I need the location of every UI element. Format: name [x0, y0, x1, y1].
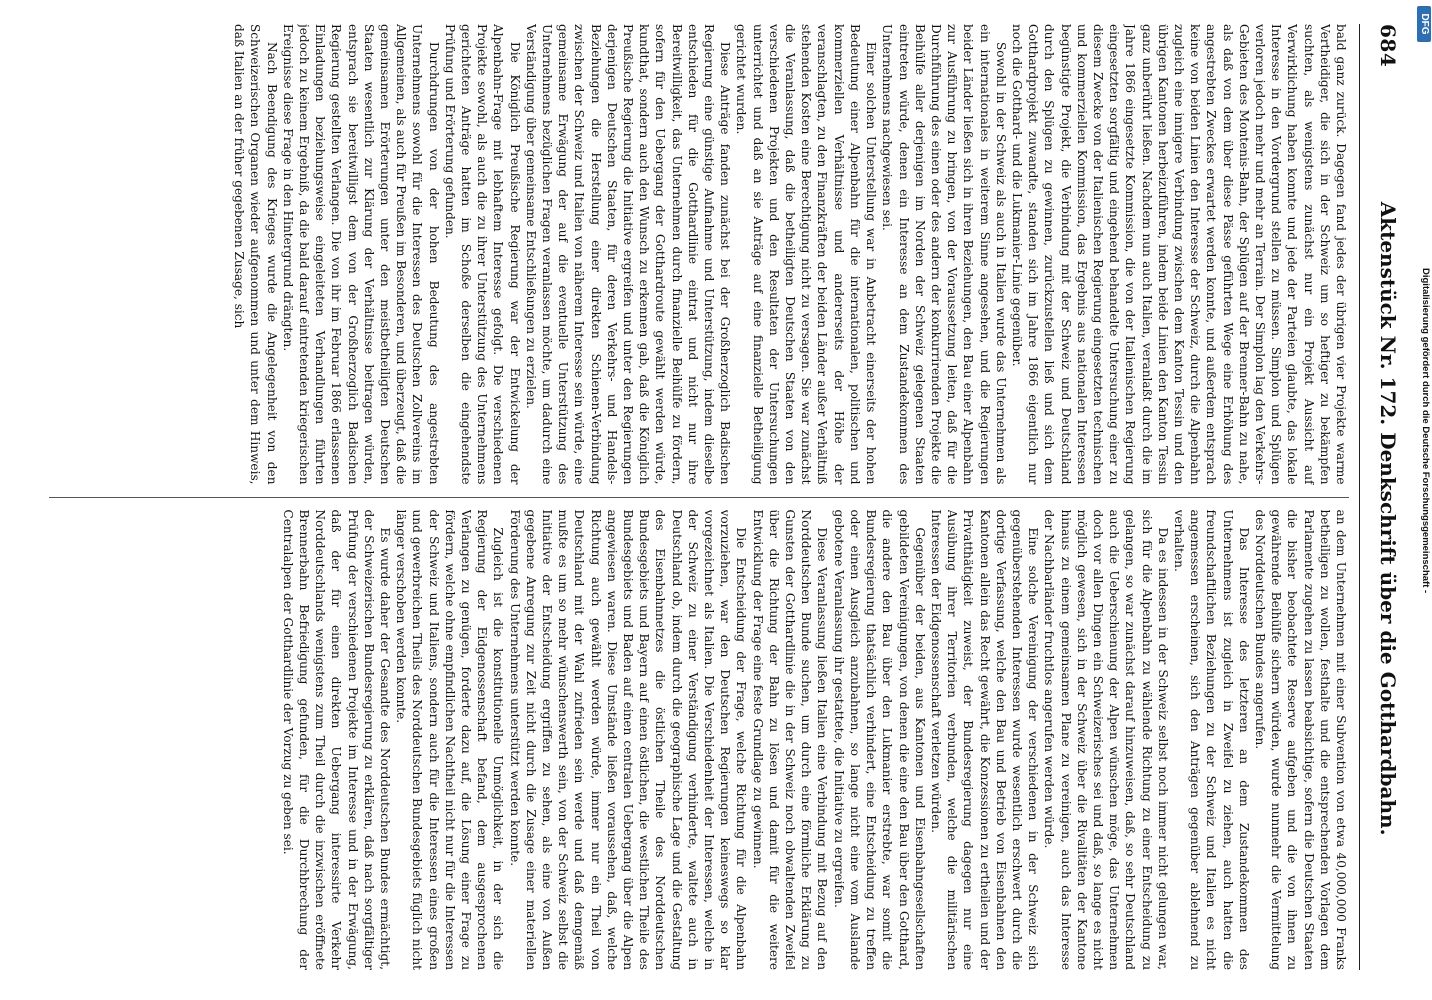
paragraph: Eine solche Vereinigung der verschiedenen in der Schweiz sich gegenüberstehenden Interessen wurde wesentlich erschwert durch die dortige Verfassung, welche den Bau und Betrieb von Eisenbahnen den Kantonen allein das Recht gewährt, die Konzessionen zu ertheilen und der Privatthätigkeit zuweist, der Bundesregierung dagegen nur eine Ausübung ihrer Territorien verbunden, welche die militärischen Interessen der Eidgenossenschaft verletzen würden. [928, 509, 1041, 970]
text-column-right [49, 510, 1349, 971]
paragraph: Sowohl in der Schweiz als auch in Italien wurde das Unternehmen als ein internationales in weiterem Sinne angesehen, und die Regierungen beider Länder ließen sich in ihren Beziehungen, den Bau einer Alpenbahn zur Ausführung zu bringen, von der Voraussetzung leiten, daß für die Durchführung des einen oder des andern der konkurrirenden Projekte die Beihülfe aller derjenigen im Norden der Schweiz gelegenen Staaten eintreten würde, denen ein Interesse an dem Zustandekommen des Unternehmens nachgewiesen sei. [880, 24, 1008, 485]
digitization-note [1419, 268, 1431, 988]
page-number: 684 [1376, 24, 1400, 68]
paragraph: Diese Veranlassung ließen Italien eine Verbindung mit Bezug auf den Norddeutschen Bunde suchen, um durch eine förmliche Erklärung zu Gunsten der Gotthardlinie die in der Schweiz noch obwaltenden Zweifel über die Richtung der Bahn zu lösen und damit für die weitere Entwicklung der Frage eine feste Grundlage zu gewinnen. [750, 509, 830, 970]
paragraph: Gegenüber der beiden, aus Kantonen und Eisenbahngesellschaften gebildeten Vereinigungen, von denen die eine den Bau über den Gotthard, die andere den Bau über den Lukmanier erstrebte, war somit die Bundesregierung thatsächlich verhindert, eine Entscheidung zu treffen oder einen Ausgleich anzubahnen, so lange nicht eine vom Auslande gebotene Veranlassung ihr gestattete, die Initiative zu ergreifen. [831, 509, 927, 970]
header-right-title: Denkschrift über die Gotthardbahn. [1376, 432, 1400, 836]
paragraph: an dem Unternehmen mit einer Subvention von etwa 40,000,000 Franks betheiligen zu wollen, festhalte und die entsprechenden Vorlagen dem Parlamente zugehen zu lassen beabsichtige, sofern die Deutschen Staaten die bisher beobachtete Reserve aufgeben und die von ihnen zu gewährende Beihülfe sichern würden, wurde nunmehr die Vermittelung des Norddeutschen Bundes angerufen. [1252, 509, 1348, 970]
document-page [18, 0, 1418, 1000]
paragraph: Das Interesse des letzteren an dem Zustandekommen des Unternehmens ist zugleich in Zweifel zu ziehen, auch hatten die freundschaftlichen Beziehungen zu der Schweiz und Italien es nicht angemessen erscheinen, sich den Anträgen gegenüber ablehnend zu verhalten. [1171, 509, 1251, 970]
paragraph: Nach Beendigung des Krieges wurde die Angelegenheit von den Schweizerischen Organen wieder aufgenommen und unter dem Hinweis, daß Italien an der früher gegebenen Zusage, sich [232, 24, 279, 485]
digitization-note-text: Digitalisierung gefördert durch die Deutsche Forschungsgemeinschaft - [1420, 268, 1431, 594]
paragraph: Diese Anträge fanden zunächst bei der Großherzoglich Badischen Regierung eine günstige Aufnahme und Unterstützung, indem dieselbe entschieden für die Gotthardlinie eintrat und nicht nur ihre Bereitwilligkeit, das Unternehmen durch finanzielle Beihülfe zu fördern, sofern für den Uebergang der Gotthardroute gewählt werden würde, kundthat, sondern auch den Wunsch zu erkennen gab, daß die Königlich Preußische Regierung die Initiative ergreifen und unter den Regierungen derjenigen Deutschen Staaten, für deren Verkehrs- und Handels-Beziehungen die Herstellung einer direkten Schienen-Verbindung zwischen der Schweiz und Italien von näherem Interesse sein würde, eine gemeinsame Erwägung der auf die eventuelle Unterstützung des Unternehmens bezüglichen Fragen veranlassen möchte, um dadurch eine Verständigung über gemeinsame Entschließungen zu erzielen. [523, 24, 733, 485]
paragraph: Einer solchen Unterstellung war in Anbetracht einerseits der hohen Bedeutung einer Alpenbahn für die internationalen, politischen und kommerziellen Verhältnisse und andererseits der Höhe der veranschlagten, zu den Finanzkräften der beiden Länder außer Verhältniß stehenden Kosten eine Berechtigung nicht zu versagen. Sie war zunächst die Veranlassung, daß die betheiligten Deutschen Staaten von den verschiedenen Projekten und den Resultaten der Untersuchungen unterrichtet und daß an sie Anträge auf eine finanzielle Betheiligung gerichtet wurden. [734, 24, 879, 485]
paragraph: Es wurde daher der Gesandte des Norddeutschen Bundes ermächtigt, der Schweizerischen Bundesregierung zu erklären, daß nach sorgfältiger Prüfung der verschiedenen Projekte im Interesse und in der Erwägung, daß der für einen direkten Uebergang interessirte Verkehr Norddeutschlands wenigstens zum Theil durch die inzwischen eröffnete Brennerbahn Befriedigung gefunden, für die Durchbrechung der Centralalpen der Gotthardlinie der Vorzug zu geben sei. [280, 509, 393, 970]
paragraph: Durchdrungen von der hohen Bedeutung des angestrebten Unternehmens sowohl für die Interessen des Deutschen Zollvereins im Allgemeinen, als auch für Preußen im Besonderen, und überzeugt, daß die gemeinsamen Erörterungen unter den meistbetheiligten Deutschen Staaten wesentlich zur Klärung der Verhältnisse beitragen würden, entsprach sie bereitwilligst dem von der Großherzoglich Badischen Regierung gestellten Verlangen. Die von ihr im Februar 1866 erlassenen Einladungen beziehungsweise eingeleiteten Verhandlungen führten jedoch zu keinem Ergebniß, da die bald darauf eintretenden kriegerischen Ereignisse diese Frage in den Hintergrund drängten. [280, 24, 441, 485]
column-divider [49, 497, 1349, 498]
header-document-title [1376, 202, 1400, 836]
dfg-logo-text: DFG [1419, 13, 1430, 35]
paragraph: Die Entscheidung der Frage, welche Richtung für die Alpenbahn vorzuziehen, war den Deutschen Regierungen keineswegs so klar vorgezeichnet als Italien. Die Verschiedenheit der Interessen, welche in der Schweiz zu einer Verständigung verhinderte, waltete auch in Deutschland ob, indem durch die geographische Lage und die Gestaltung des Eisenbahnnetzes die östlichen Theile des Norddeutschen Bundesgebiets und Bayern auf einen östlichen, die westlichen Theile des Bundesgebiets und Baden auf einen centralen Uebergang über die Alpen angewiesen waren. Diese Umstände ließen voraussehen, daß, welche Richtung auch gewählt werden würde, immer nur ein Theil von Deutschland mit der Wahl zufrieden sein werde und daß demgemäß mußte es um so mehr wünschenswerth sein, von der Schweiz selbst die Initiative der Entscheidung ergriffen zu sehen, als eine von Außen gegebene Anregung zur Zeit nicht durch die Zusage einer materiellen Förderung des Unternehmens unterstützt werden konnte. [507, 509, 749, 970]
header-left-title: Aktenstück [1376, 201, 1400, 329]
dfg-logo [1417, 6, 1431, 42]
paragraph: Zugleich ist die konstitutionelle Unmöglichkeit, in der sich die Regierung der Eidgenossenschaft befand, dem ausgesprochenen Verlangen zu genügen, forderte dazu auf, die Lösung einer Frage zu fördern, welche ohne empfindlichen Nachtheil nicht nur für die Interessen der Schweiz und Italiens, sondern auch für die Interessen eines großen und gewerbreichen Theils des Norddeutschen Bundesgebiets füglich nicht länger verschoben werden konnte. [394, 509, 506, 970]
paragraph: Die Königlich Preußische Regierung war der Entwickelung der Alpenbahn-Frage mit lebhaftem Interesse gefolgt. Die verschiedenen Projekte sowohl, als auch die zu ihrer Unterstützung des Unternehmens gerichteten Anträge hatten im Schoße derselben die eingehendste Prüfung und Erörterung gefunden. [442, 24, 522, 485]
text-column-left [49, 24, 1349, 485]
header-number: Nr. 172. [1376, 335, 1400, 426]
page-header [1359, 24, 1400, 970]
text-columns [49, 24, 1349, 970]
paragraph: bald ganz zurück. Dagegen fand jedes der übrigen vier Projekte warme Vertheidiger, die sich in der Schweiz um so heftiger zu bekämpfen suchten, als wenigstens zunächst nur ein Projekt Aussicht auf Verwirklichung haben konnte und jede der Parteien glaubte, das lokale Interesse in den Vordergrund stellen zu müssen. Simplon und Splügen verloren jedoch mehr und mehr an Terrain. Der Simplon lag den Verkehrs-Gebieten des Montenis-Bahn, der Splügen auf der Brenner-Bahn zu nahe, als daß von dem über diese Pässe geführten Wege eine Erhöhung des angestrebten Zweckes erwartet werden konnte, und außerdem entsprach keine von beiden Linien den Interesse der Schweiz, durch die Alpenbahn zugleich eine innigere Verbindung zwischen dem Kanton Tessin und den übrigen Kantonen herbeizuführen, indem beide Linien den Kanton Tessin ganz unberührt ließen. Nachdem nun auch Italien, veranlaßt durch die im Jahre 1866 eingesetzte Kommission, die von der Italienischen Regierung eingesetzten sorgfältig und eingehend behandelte Untersuchung einer zu diesem Zwecke von der Italienischen Regierung eingesetzten technischen und kommerziellen Kommission, das Ergebnis aus nationalen Interessen begünstigte Projekt, die Verbindung mit der Schweiz und Deutschland durch den Splügen zu gewinnen, zurückzustellen ließ und sich dem Gotthardprojekt zuwandte, standen sich im Jahre 1866 eigentlich nur noch die Gotthard- und die Lukmanier-Linie gegenüber. [1009, 24, 1348, 485]
paragraph: Da es indessen in der Schweiz selbst noch immer nicht gelungen war, sich für die Alpenbahn zu wählende Richtung zu einer Entscheidung zu gelangen, so war zunächst darauf hinzuweisen, daß, so sehr Deutschland auch die Ueberschienung der Alpen wünschen möge, das Unternehmen doch vor allen Dingen ein Schweizerisches sei und daß, so lange es nicht möglich gewesen, sich in der Schweiz über die Rivalitäten der Kantone hinaus zu einem gemeinsamen Plane zu vereinigen, auch das Interesse der Nachbarländer fruchtlos angerufen werden würde. [1042, 509, 1170, 970]
